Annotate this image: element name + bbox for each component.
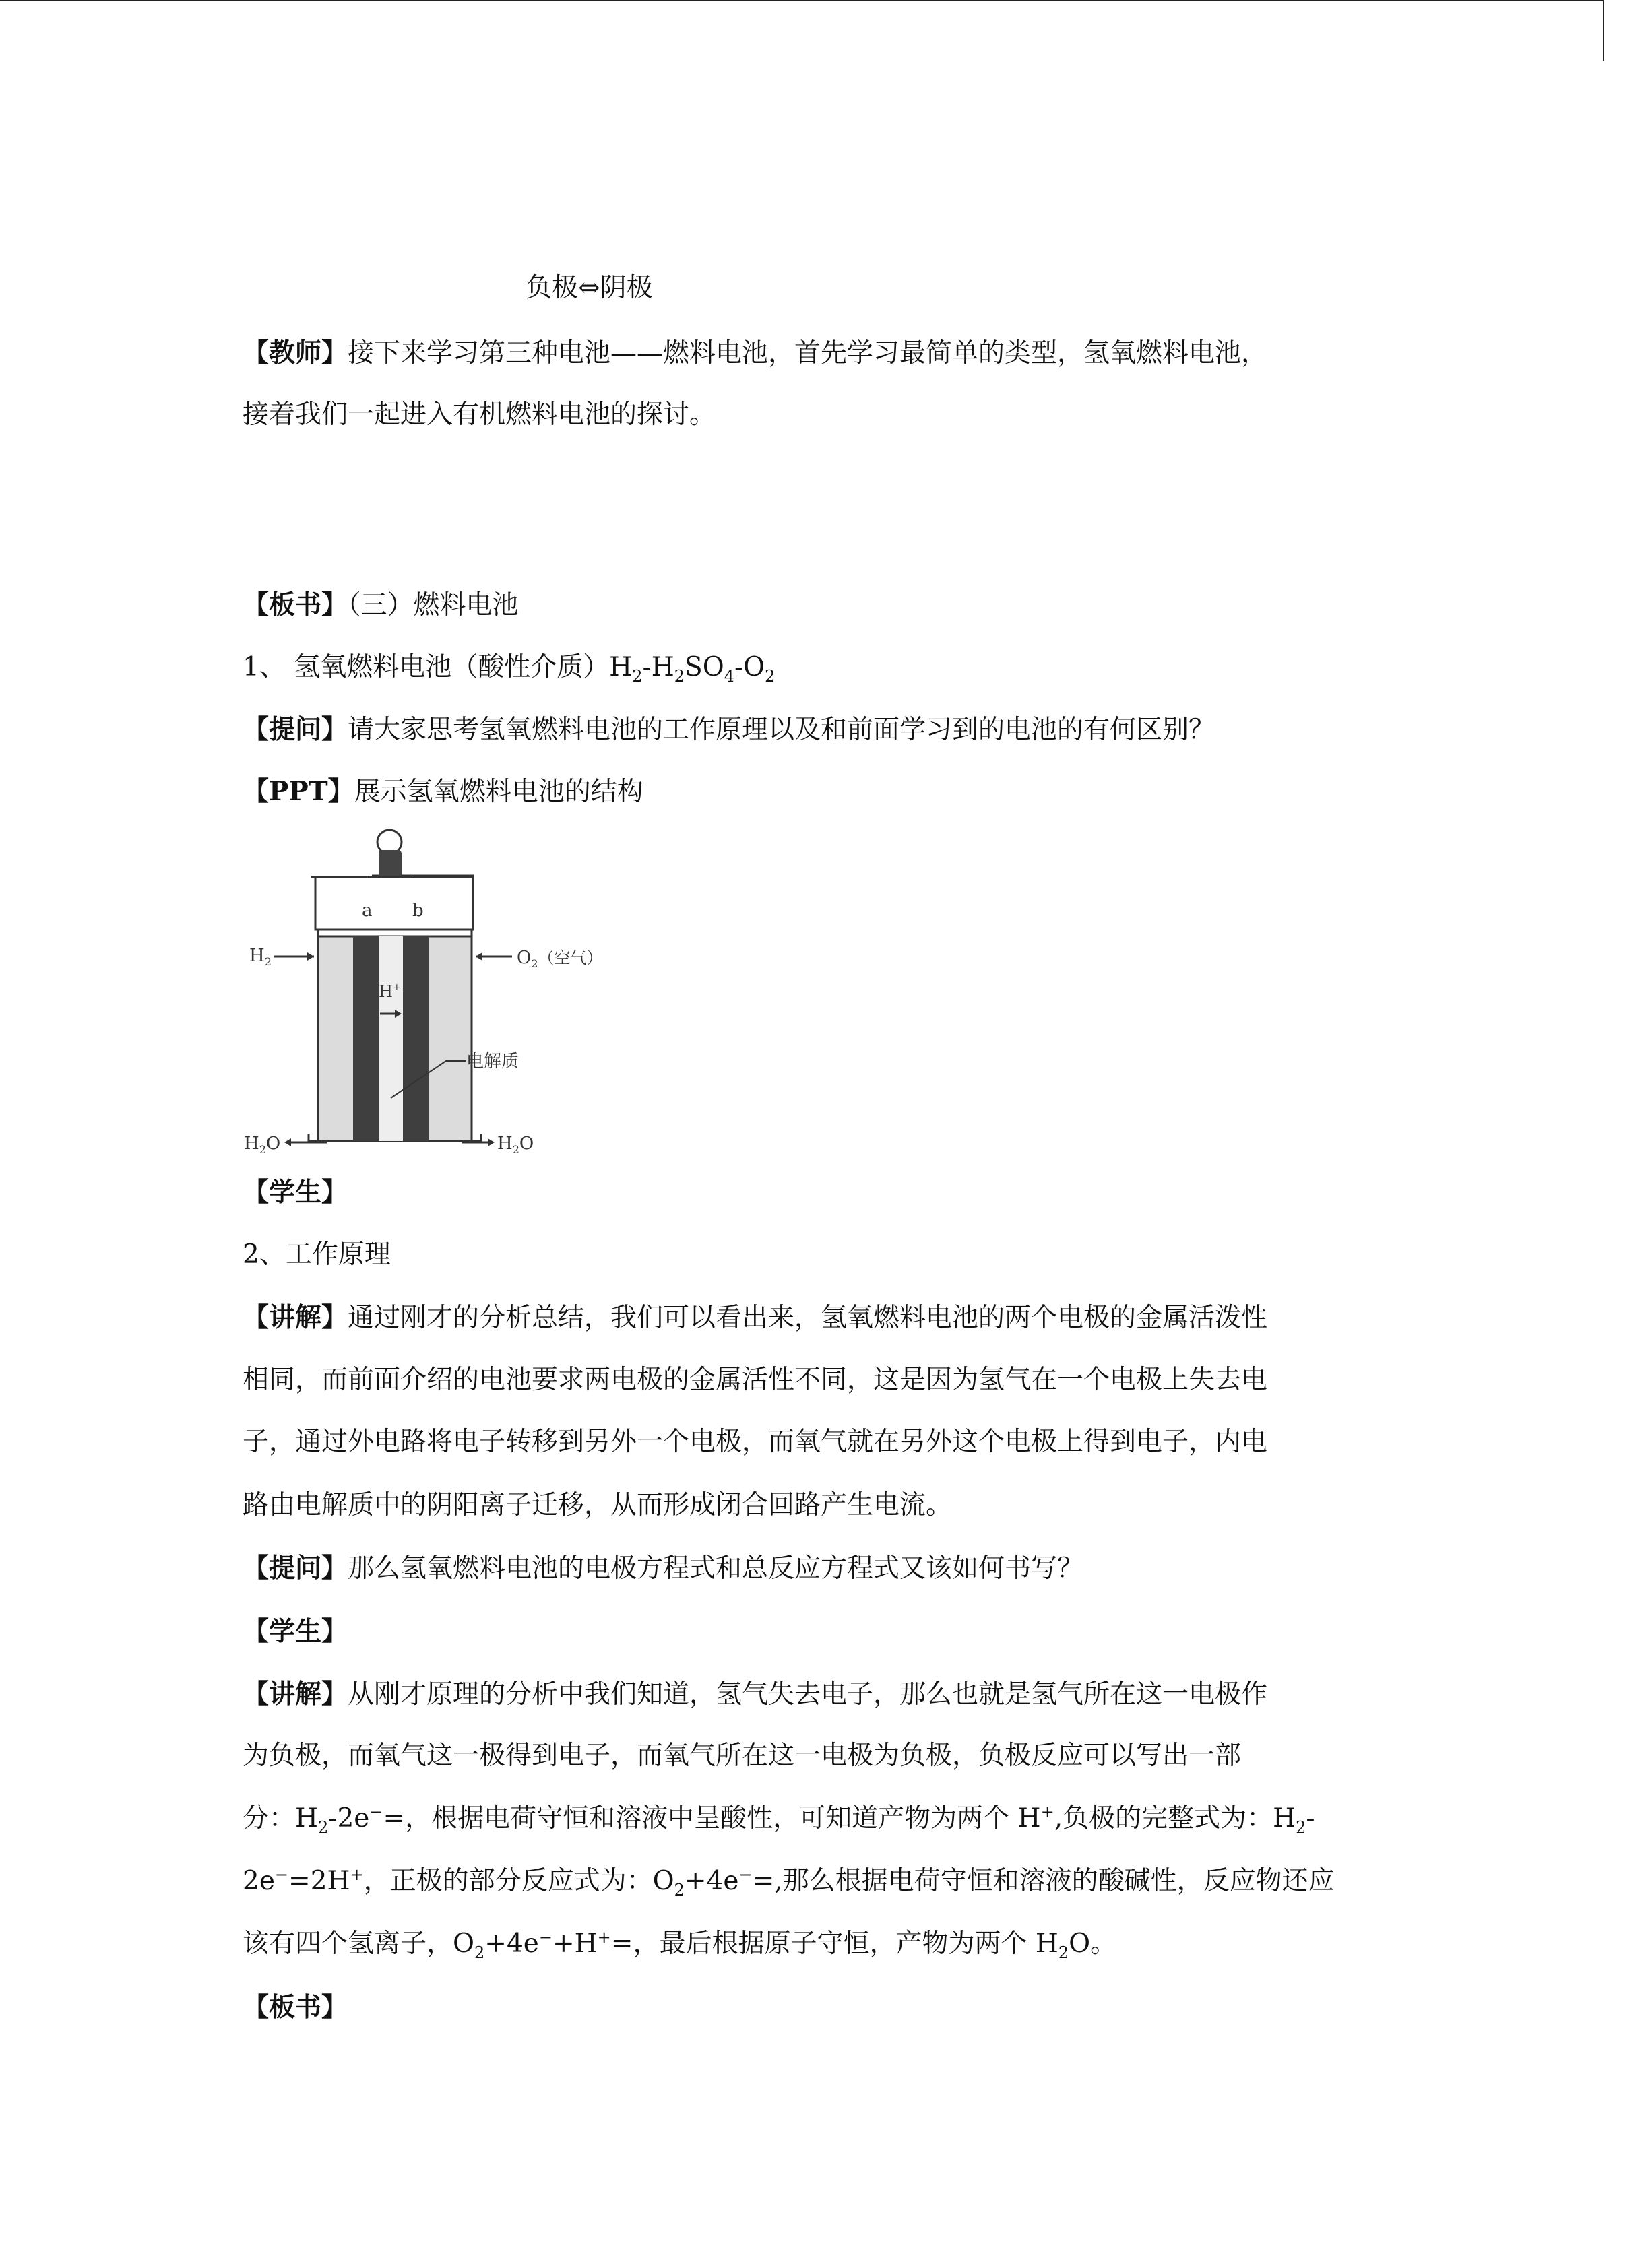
text-span: 1、 氢氧燃料电池（酸性介质）H [243, 652, 633, 682]
text-span: 2、工作原理 [243, 1239, 391, 1270]
label-a: a [362, 901, 373, 921]
board-tag: 【板书】 [243, 589, 348, 620]
superscript: − [538, 1928, 552, 1947]
text-span: -O [734, 652, 765, 682]
text-span: 接下来学习第三种电池——燃料电池，首先学习最简单的类型，氢氧燃料电池， [348, 338, 1268, 368]
label-o2-inlet: $O_2$（空气） [517, 948, 603, 970]
text-span: -H [642, 652, 674, 682]
text-span: 从刚才原理的分析中我们知道，氢气失去电子，那么也就是氢气所在这一电极作 [348, 1679, 1268, 1710]
text-span: ,负极的完整式为：H [1054, 1803, 1296, 1834]
text-span: -2e [328, 1803, 370, 1834]
arrow-head [284, 1138, 291, 1146]
text-line [243, 1488, 1361, 1523]
label-b: b [412, 901, 424, 921]
label-h2o-left: $H_2O$ [244, 1134, 281, 1156]
outlet-wall [472, 1134, 481, 1141]
text-span: 相同，而前面介绍的电池要求两电极的金属活性不同，这是因为氢气在一个电极上失去电 [243, 1365, 1268, 1395]
formula-text-line [243, 1864, 1361, 1899]
ppt-tag: 【PPT】 [243, 776, 354, 807]
text-span: 该有四个氢离子，O [243, 1929, 474, 1959]
subscript: 2 [674, 666, 685, 686]
arrow-head [488, 1138, 495, 1146]
text-span: SO [685, 652, 724, 682]
superscript: − [274, 1865, 289, 1884]
wire-gap [311, 829, 372, 903]
subscript: 2 [674, 1880, 685, 1900]
label-h2-inlet: $H_2$ [249, 946, 272, 968]
text-span: 为负极，而氧气这一极得到电子，而氧气所在这一电极为负极，负极反应可以写出一部 [243, 1741, 1242, 1771]
text-span: 那么氢氧燃料电池的电极方程式和总反应方程式又该如何书写？ [348, 1553, 1084, 1584]
text-line [243, 1237, 1361, 1272]
fuel-cell-diagram [244, 829, 603, 1159]
text-span: - [1306, 1803, 1315, 1834]
subscript: 2 [632, 666, 643, 686]
text-line [243, 1363, 1361, 1398]
superscript: − [738, 1865, 753, 1884]
text-span: +4e [484, 1929, 539, 1959]
board-tag: 【板书】 [243, 1992, 348, 2023]
superscript: + [350, 1865, 364, 1884]
question-tag: 【提问】 [243, 714, 348, 745]
subscript: 2 [765, 666, 776, 686]
label-h2o-right: $H_2O$ [497, 1134, 534, 1156]
teacher-tag: 【教师】 [243, 337, 348, 368]
paragraph-student [243, 1614, 1361, 1650]
text-span: =2H [288, 1866, 350, 1896]
text-span: （三）燃料电池 [348, 590, 519, 620]
text-span: 分：H [243, 1803, 319, 1834]
superscript: + [1040, 1803, 1054, 1821]
text-span: 接着我们一起进入有机燃料电池的探讨。 [243, 399, 716, 430]
text-span: 请大家思考氢氧燃料电池的工作原理以及和前面学习到的电池的有何区别？ [348, 715, 1215, 745]
page-right-edge [1603, 0, 1604, 61]
text-span: =,那么根据电荷守恒和溶液的酸碱性，反应物还应 [752, 1866, 1335, 1896]
text-span: =，最后根据原子守恒，产物为两个 H [610, 1929, 1058, 1959]
paragraph-ppt [243, 774, 1361, 810]
paragraph-question [243, 1551, 1361, 1586]
text-span: ，正极的部分反应式为：O [363, 1866, 674, 1896]
arrow-head [476, 952, 482, 961]
text-span: 路由电解质中的阴阳离子迁移，从而形成闭合回路产生电流。 [243, 1490, 953, 1520]
text-span: 负极⇔阴极 [526, 273, 653, 303]
text-span: +4e [684, 1866, 739, 1896]
formula-line [243, 650, 1361, 685]
paragraph-explain [243, 1677, 1361, 1712]
formula-text-line [243, 1926, 1361, 1962]
text-line [243, 397, 1361, 432]
text-span: =，根据电荷守恒和溶液中呈酸性，可知道产物为两个 H [383, 1803, 1041, 1834]
subscript: 2 [474, 1943, 485, 1962]
formula-text-line [243, 1801, 1361, 1836]
paragraph-explain [243, 1300, 1361, 1336]
question-tag: 【提问】 [243, 1553, 348, 1584]
text-span: 通过刚才的分析总结，我们可以看出来，氢氧燃料电池的两个电极的金属活泼性 [348, 1303, 1268, 1333]
text-span: 展示氢氧燃料电池的结构 [354, 777, 643, 807]
explain-tag: 【讲解】 [243, 1302, 348, 1333]
text-line [526, 271, 1644, 306]
anode-electrode [353, 936, 379, 1141]
paragraph-question [243, 712, 1361, 748]
label-electrolyte: 电解质 [466, 1051, 519, 1072]
text-line [243, 1739, 1361, 1774]
bulb-icon [368, 830, 414, 878]
text-span: +H [552, 1929, 598, 1959]
subscript: 4 [724, 666, 734, 686]
label-hplus: H+ [379, 982, 401, 1001]
cathode-electrode [403, 936, 429, 1141]
outlet-wall [309, 1134, 318, 1141]
explain-tag: 【讲解】 [243, 1679, 348, 1710]
arrow-head [307, 952, 314, 961]
subscript: 2 [318, 1817, 329, 1837]
page-top-border [0, 0, 1604, 1]
text-span: 子，通过外电路将电子转移到另外一个电极，而氧气就在另外这个电极上得到电子，内电 [243, 1427, 1268, 1457]
superscript: − [369, 1803, 383, 1821]
text-line [243, 1425, 1361, 1460]
subscript: 2 [1296, 1817, 1306, 1837]
subscript: 2 [1058, 1943, 1069, 1962]
electrolyte-layer [379, 936, 403, 1141]
text-span: 2e [243, 1866, 275, 1896]
superscript: + [597, 1928, 611, 1947]
student-tag: 【学生】 [243, 1616, 348, 1647]
text-span: O。 [1069, 1929, 1117, 1959]
board-heading [243, 1990, 1361, 2026]
student-tag: 【学生】 [243, 1177, 348, 1208]
paragraph-teacher [243, 335, 1361, 371]
paragraph-student [243, 1175, 1361, 1210]
board-heading [243, 587, 1361, 623]
